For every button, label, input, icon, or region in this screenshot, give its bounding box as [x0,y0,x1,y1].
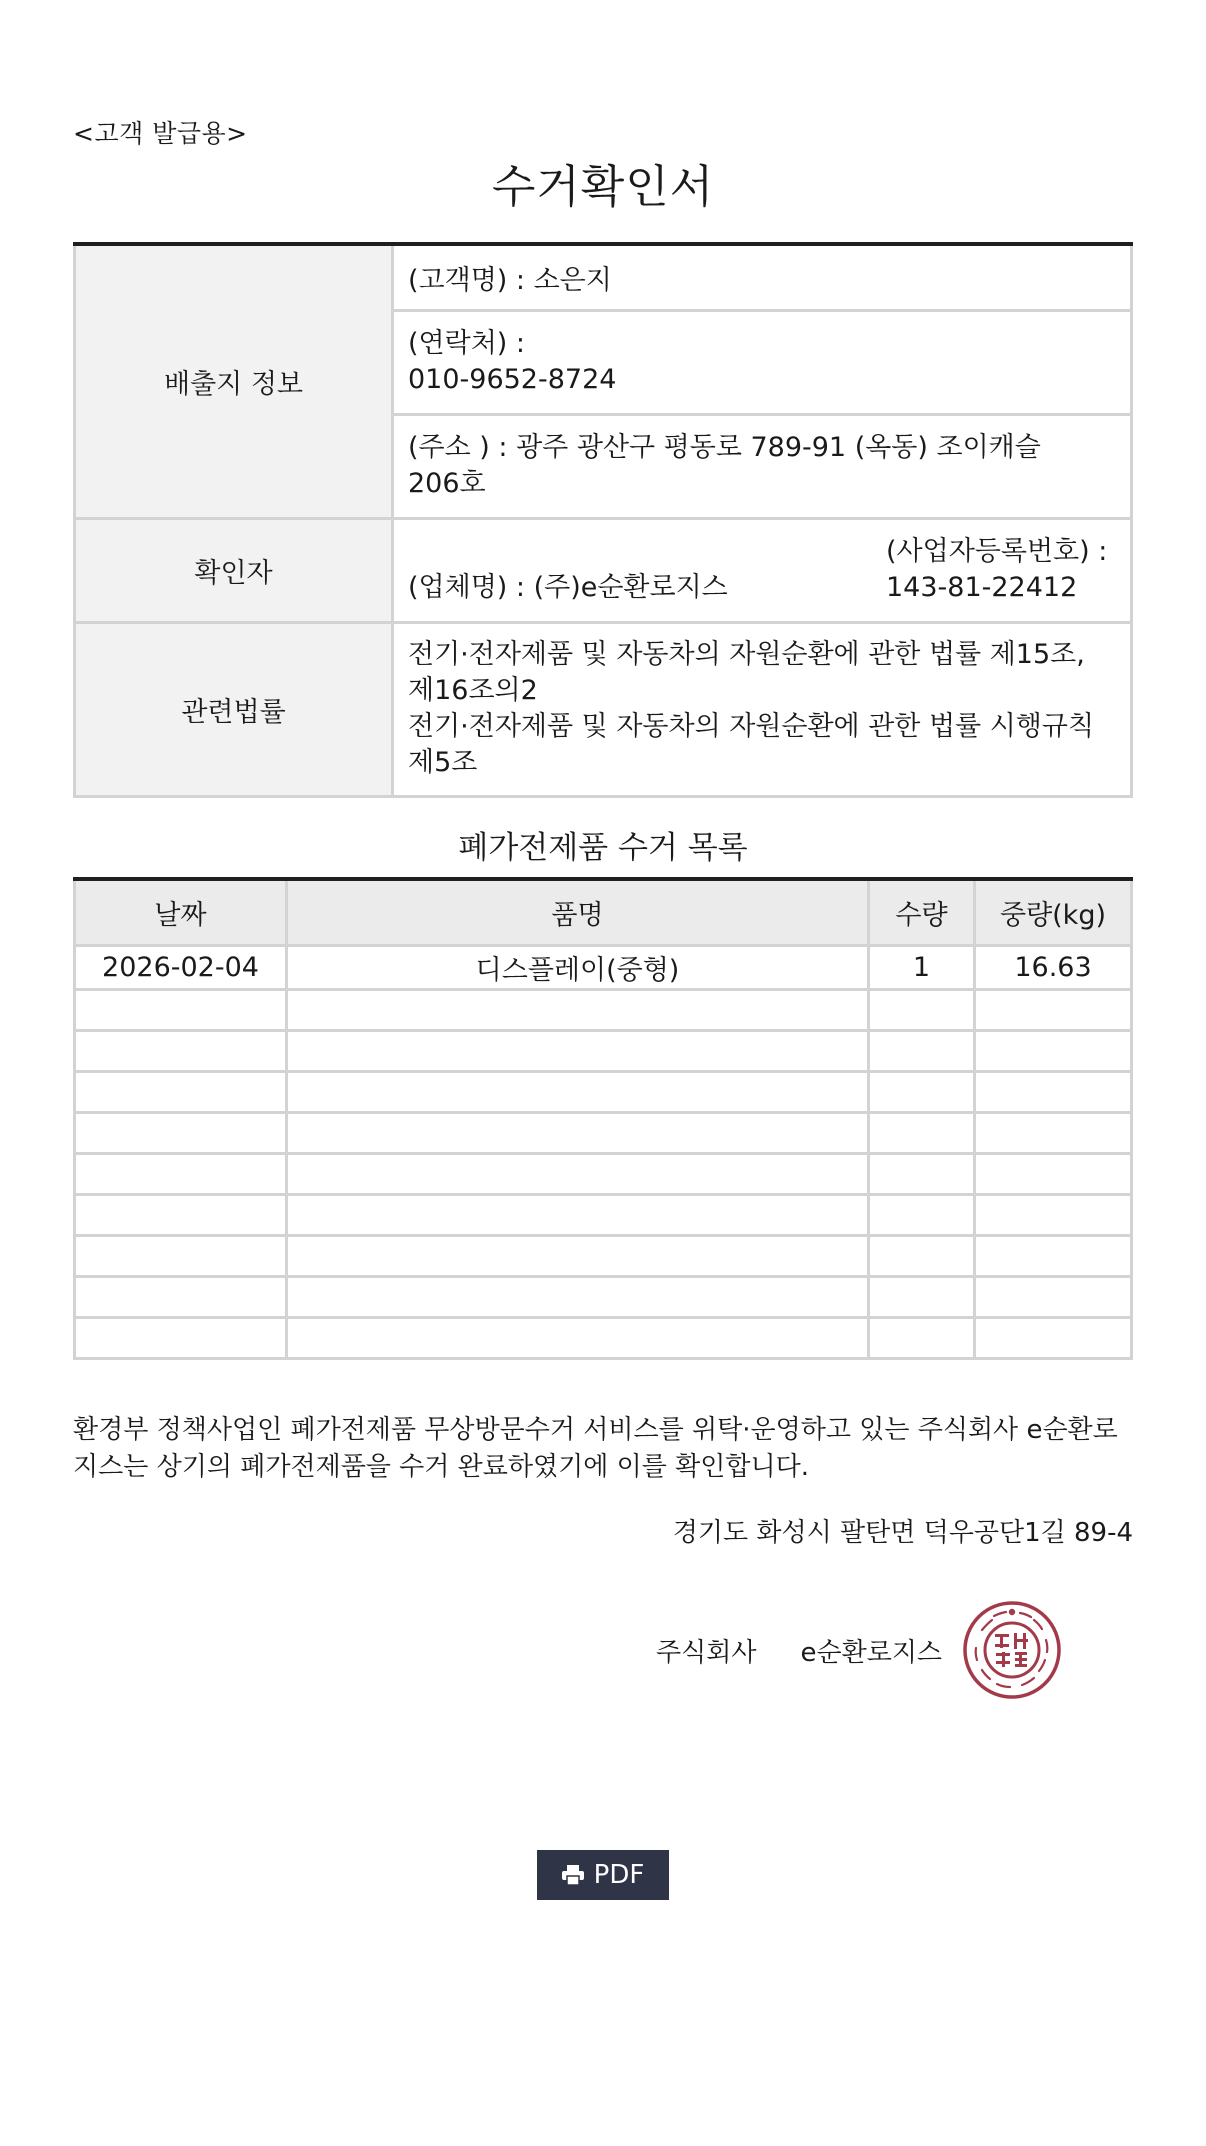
cell-date: 2026-02-04 [75,946,287,990]
pdf-button-label: PDF [593,1860,645,1890]
empty-row [75,1318,1132,1359]
empty-row [75,1154,1132,1195]
header-date: 날짜 [75,879,287,946]
confirmer-cell [393,518,1132,622]
law-line-2: 제16조의2 [408,675,538,706]
contact-cell [393,310,1132,414]
contact-label: (연락처) : [408,328,525,359]
empty-row [75,1072,1132,1113]
law-line-1: 전기·전자제품 및 자동차의 자원순환에 관한 법률 제15조, [408,639,1085,670]
items-table [73,877,1133,1360]
company-name: (업체명) : (주)e순환로지스 [408,572,728,603]
contact-value: 010-9652-8724 [408,364,617,395]
pdf-button[interactable] [537,1850,669,1900]
cell-item-name: 디스플레이(중형) [287,946,869,990]
items-header-row [75,879,1132,946]
company-address: 경기도 화성시 팔탄면 덕우공단1길 89-4 [672,1518,1133,1548]
bizno-label: (사업자등록번호) : [886,536,1108,567]
signature-company-name: e순환로지스 [800,1638,943,1668]
document-title: 수거확인서 [491,160,715,213]
header-item-name: 품명 [287,879,869,946]
header-weight: 중량(kg) [975,879,1132,946]
empty-row [75,1031,1132,1072]
copy-label: <고객 발급용> [73,119,248,148]
confirmer-header: 확인자 [75,518,393,622]
items-list-title: 폐가전제품 수거 목록 [458,830,748,866]
bizno-value: 143-81-22412 [886,572,1078,603]
cell-weight: 16.63 [975,946,1132,990]
table-row [75,946,1132,990]
law-header: 관련법률 [75,622,393,796]
empty-row [75,1195,1132,1236]
business-registration [886,534,1116,606]
law-line-3: 전기·전자제품 및 자동차의 자원순환에 관한 법률 시행규칙 [408,711,1095,742]
customer-name: (고객명) : 소은지 [393,244,1132,310]
disposal-info-header: 배출지 정보 [75,244,393,518]
signature-line [656,1632,942,1669]
signature-corp: 주식회사 [656,1638,757,1668]
header-quantity: 수량 [869,879,975,946]
address-cell [393,414,1132,518]
law-cell [393,622,1132,796]
printer-icon [562,1865,584,1885]
confirmation-notice: 환경부 정책사업인 폐가전제품 무상방문수거 서비스를 위탁·운영하고 있는 주식회사 e순환로지스는 상기의 폐가전제품을 수거 완료하였기에 이를 확인합니다. [73,1415,1118,1482]
company-seal-icon [962,1600,1062,1700]
empty-row [75,1236,1132,1277]
address-line-2: 206호 [408,468,486,499]
empty-row [75,1277,1132,1318]
cell-quantity: 1 [869,946,975,990]
info-table [73,242,1133,798]
empty-row [75,1113,1132,1154]
empty-row [75,990,1132,1031]
law-line-4: 제5조 [408,747,478,778]
address-line-1: (주소 ) : 광주 광산구 평동로 789-91 (옥동) 조이캐슬 [408,432,1041,463]
